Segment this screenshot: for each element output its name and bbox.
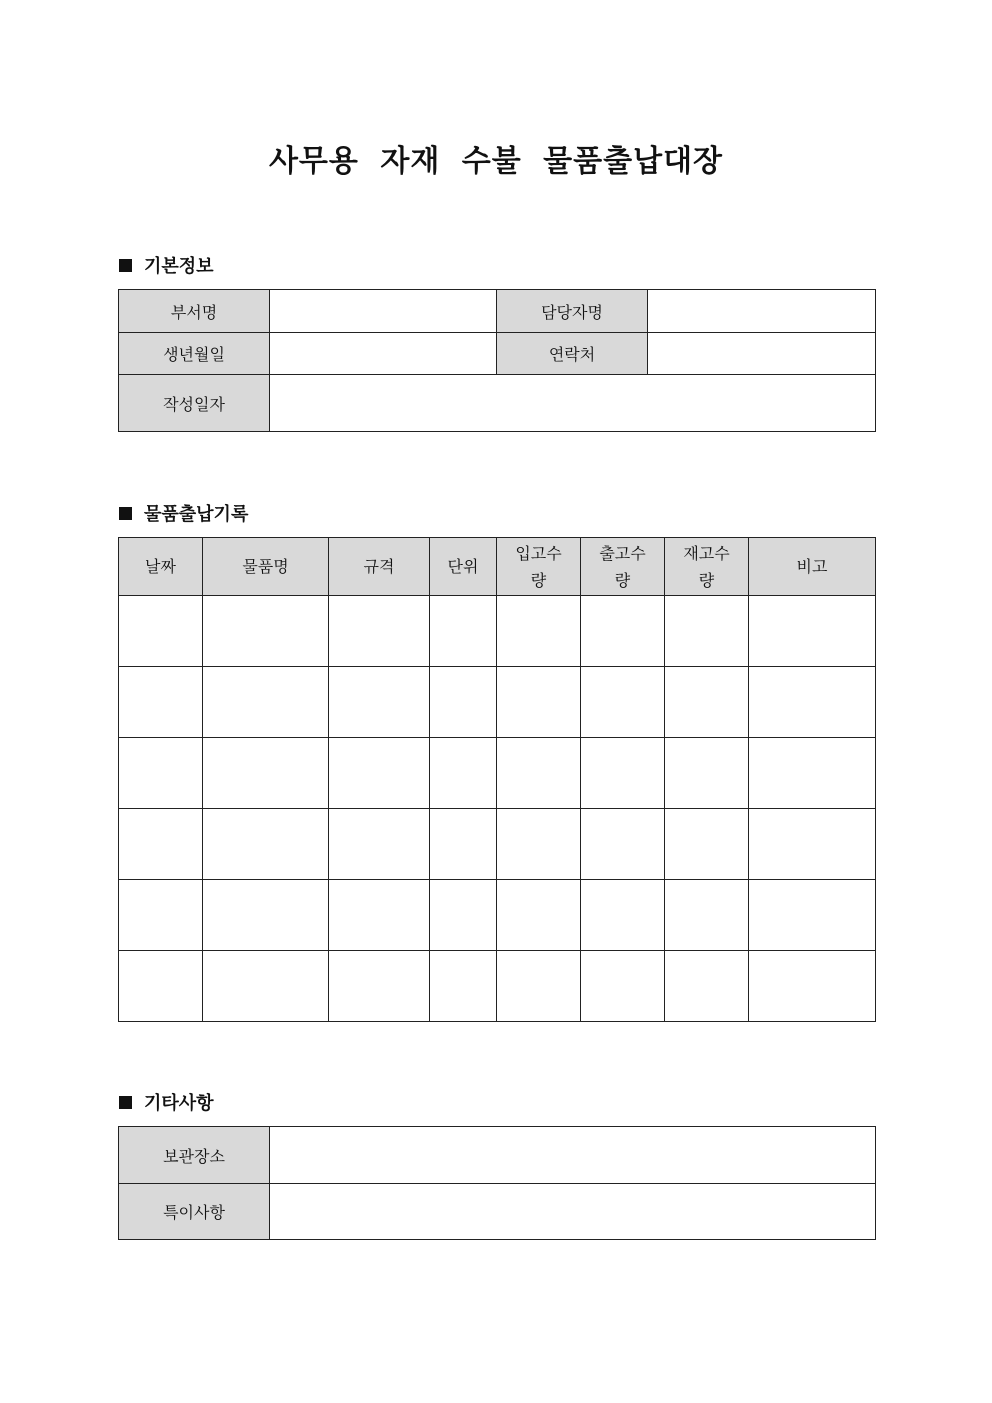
storage-location-label: 보관장소 xyxy=(119,1127,270,1184)
table-cell[interactable] xyxy=(430,951,497,1022)
table-cell[interactable] xyxy=(497,880,581,951)
table-cell[interactable] xyxy=(203,880,329,951)
table-cell[interactable] xyxy=(665,667,749,738)
table-row xyxy=(119,951,876,1022)
table-cell[interactable] xyxy=(430,667,497,738)
table-cell[interactable] xyxy=(329,809,430,880)
section-heading-other xyxy=(119,1089,214,1115)
table-cell[interactable] xyxy=(497,738,581,809)
table-cell[interactable] xyxy=(749,880,876,951)
table-cell[interactable] xyxy=(749,809,876,880)
table-cell[interactable] xyxy=(665,596,749,667)
table-cell[interactable] xyxy=(749,596,876,667)
table-cell[interactable] xyxy=(329,596,430,667)
table-cell[interactable] xyxy=(119,880,203,951)
column-header-in-qty: 입고수량 xyxy=(497,538,581,596)
table-cell[interactable] xyxy=(497,596,581,667)
table-cell[interactable] xyxy=(119,738,203,809)
table-cell[interactable] xyxy=(119,596,203,667)
square-bullet-icon xyxy=(119,1096,132,1109)
table-cell[interactable] xyxy=(119,667,203,738)
column-header-out-qty: 출고수량 xyxy=(581,538,665,596)
birthdate-field[interactable] xyxy=(270,333,497,375)
table-cell[interactable] xyxy=(203,738,329,809)
table-row xyxy=(119,738,876,809)
table-cell[interactable] xyxy=(329,667,430,738)
table-cell[interactable] xyxy=(749,667,876,738)
table-row xyxy=(119,667,876,738)
table-cell[interactable] xyxy=(329,951,430,1022)
section-heading-records xyxy=(119,500,248,526)
table-cell[interactable] xyxy=(665,809,749,880)
other-info-table xyxy=(118,1126,876,1240)
table-cell[interactable] xyxy=(581,738,665,809)
table-cell[interactable] xyxy=(581,596,665,667)
section-heading-label: 물품출납기록 xyxy=(144,504,249,525)
table-cell[interactable] xyxy=(665,738,749,809)
table-row xyxy=(119,880,876,951)
written-date-label: 작성일자 xyxy=(119,375,270,432)
contact-field[interactable] xyxy=(648,333,876,375)
section-heading-label: 기본정보 xyxy=(144,256,214,277)
records-table xyxy=(118,537,876,1022)
square-bullet-icon xyxy=(119,259,132,272)
table-cell[interactable] xyxy=(665,951,749,1022)
table-cell[interactable] xyxy=(497,667,581,738)
written-date-field[interactable] xyxy=(270,375,876,432)
table-cell[interactable] xyxy=(430,738,497,809)
table-cell[interactable] xyxy=(329,738,430,809)
column-header-unit: 단위 xyxy=(430,538,497,596)
column-header-remarks: 비고 xyxy=(749,538,876,596)
table-cell[interactable] xyxy=(497,809,581,880)
table-cell[interactable] xyxy=(430,809,497,880)
table-row xyxy=(119,596,876,667)
basic-info-table xyxy=(118,289,876,432)
square-bullet-icon xyxy=(119,507,132,520)
table-row xyxy=(119,809,876,880)
column-header-item-name: 물품명 xyxy=(203,538,329,596)
column-header-spec: 규격 xyxy=(329,538,430,596)
manager-field[interactable] xyxy=(648,290,876,333)
table-cell[interactable] xyxy=(581,809,665,880)
birthdate-label: 생년월일 xyxy=(119,333,270,375)
department-field[interactable] xyxy=(270,290,497,333)
special-notes-field[interactable] xyxy=(270,1184,876,1240)
table-cell[interactable] xyxy=(203,809,329,880)
table-cell[interactable] xyxy=(119,951,203,1022)
section-heading-label: 기타사항 xyxy=(144,1093,214,1114)
table-cell[interactable] xyxy=(203,951,329,1022)
table-cell[interactable] xyxy=(749,738,876,809)
table-cell[interactable] xyxy=(497,951,581,1022)
table-cell[interactable] xyxy=(581,951,665,1022)
table-cell[interactable] xyxy=(665,880,749,951)
column-header-date: 날짜 xyxy=(119,538,203,596)
table-cell[interactable] xyxy=(581,880,665,951)
manager-label: 담당자명 xyxy=(497,290,648,333)
table-cell[interactable] xyxy=(430,596,497,667)
table-cell[interactable] xyxy=(329,880,430,951)
storage-location-field[interactable] xyxy=(270,1127,876,1184)
table-cell[interactable] xyxy=(749,951,876,1022)
table-cell[interactable] xyxy=(430,880,497,951)
table-cell[interactable] xyxy=(581,667,665,738)
document-title: 사무용 자재 수불 물품출납대장 xyxy=(268,144,724,179)
department-label: 부서명 xyxy=(119,290,270,333)
column-header-stock-qty: 재고수량 xyxy=(665,538,749,596)
contact-label: 연락처 xyxy=(497,333,648,375)
table-cell[interactable] xyxy=(119,809,203,880)
table-cell[interactable] xyxy=(203,667,329,738)
section-heading-basic-info xyxy=(119,252,214,278)
special-notes-label: 특이사항 xyxy=(119,1184,270,1240)
table-cell[interactable] xyxy=(203,596,329,667)
